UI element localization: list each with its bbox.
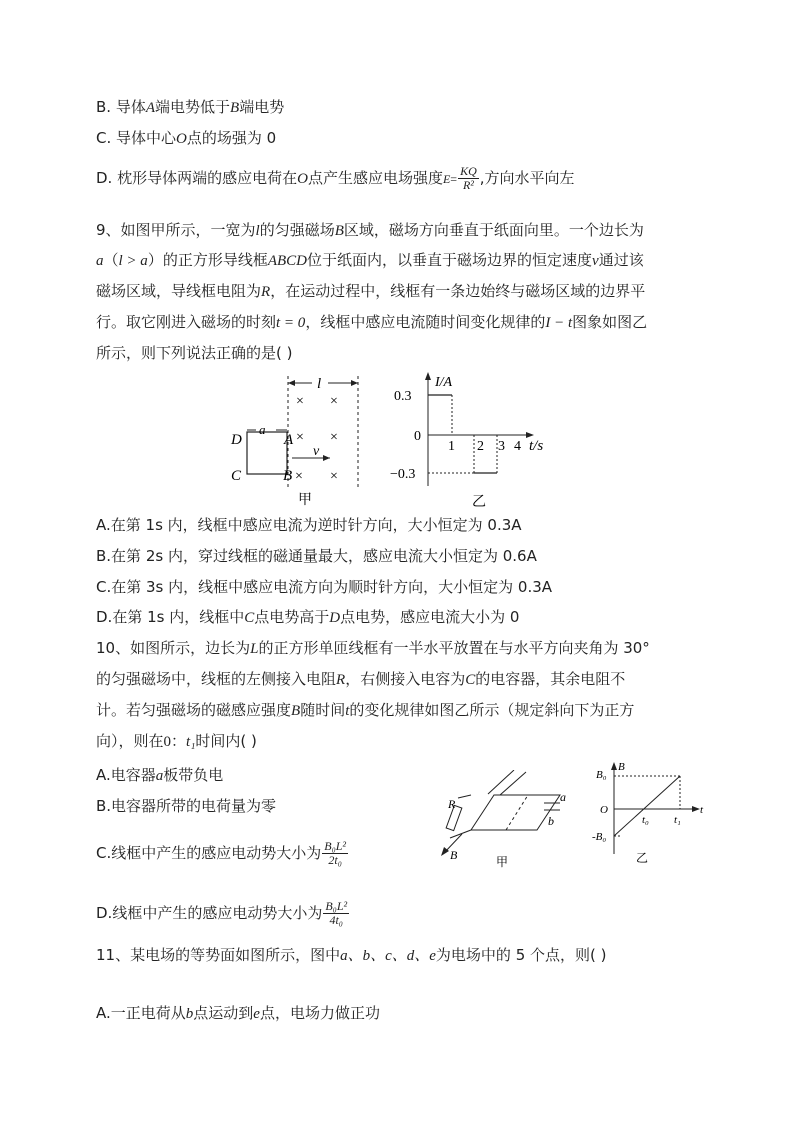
q10-option-c-fraction: $\frac{\text{B₀L²}}{\text{2t₀}}$ <box>324 839 347 867</box>
q9-stem-line-3: 磁场区域，导线框电阻为R，在运动过程中，线框有一条边始终与磁场区域的边界平 <box>96 282 646 300</box>
q10-stem-line-3: 计。若匀强磁场的磁感应强度B随时间t的变化规律如图乙所示（规定斜向下为正方 <box>96 701 635 719</box>
q9-stem-line-4: 行。取它刚进入磁场的时刻t = 0，线框中感应电流随时间变化规律的I − t图象如图乙 <box>96 313 648 331</box>
svg-text:×: × <box>296 430 304 445</box>
q8-option-c: C. 导体中心O点的场强为 0 <box>96 129 277 147</box>
q9-stem-line-1: 9、如图甲所示，一宽为l的匀强磁场B区域，磁场方向垂直于纸面向里。一个边长为 <box>96 221 644 239</box>
square-frame <box>247 432 287 474</box>
svg-text:B: B <box>618 761 625 773</box>
svg-text:B: B <box>450 848 458 862</box>
svg-text:−0.3: −0.3 <box>390 467 416 482</box>
q10-figure-b <box>592 756 712 868</box>
q8-option-b: B. 导体A端电势低于B端电势 <box>96 98 285 116</box>
q9-figure-a <box>220 372 370 512</box>
q10-option-b: B.电容器所带的电荷量为零 <box>96 797 277 815</box>
svg-text:B₀: B₀ <box>596 769 607 781</box>
q8-fraction: $\frac{KQ}{\text{R²}}$ <box>460 164 477 192</box>
svg-text:t: t <box>700 804 704 816</box>
q10-stem-line-4: 向），则在0：t₁时间内( ) <box>96 732 257 750</box>
q9-option-d: D.在第 1s 内，线框中C点电势高于D点电势，感应电流大小为 0 <box>96 608 520 626</box>
svg-text:0: 0 <box>414 429 421 444</box>
q10-option-a: A.电容器a板带负电 <box>96 766 224 784</box>
q11-stem: 11、某电场的等势面如图所示，图中a、b、c、d、e为电场中的 5 个点，则( ) <box>96 946 607 964</box>
svg-text:t₁: t₁ <box>674 814 681 826</box>
svg-text:1: 1 <box>448 439 455 454</box>
svg-text:v: v <box>313 444 320 459</box>
svg-text:t₀: t₀ <box>642 814 649 826</box>
svg-text:0.3: 0.3 <box>394 389 412 404</box>
label-l: l <box>317 376 322 392</box>
q10-option-d-fraction: $\frac{\text{B₀L²}}{\text{4t₀}}$ <box>325 899 348 927</box>
q8-option-d: D. 枕形导体两端的感应电荷在O点产生感应电场强度E= $\frac{KQ}{\text{R²}}$ ,方向水平向左 <box>96 164 575 192</box>
svg-text:甲: 甲 <box>298 493 312 508</box>
q10-stem-line-2: 的匀强磁场中，线框的左侧接入电阻R，右侧接入电容为C的电容器，其余电阻不 <box>96 670 626 688</box>
q10-option-d: D.线框中产生的感应电动势大小为 $\frac{\text{B₀L²}}{\text{4t₀}}$ <box>96 899 348 927</box>
svg-text:2: 2 <box>477 439 484 454</box>
svg-text:R: R <box>448 797 456 811</box>
svg-text:×: × <box>295 469 303 484</box>
svg-text:b: b <box>548 814 554 828</box>
svg-text:O: O <box>600 804 608 816</box>
q10-stem-line-1: 10、如图所示，边长为L的正方形单匝线框有一半水平放置在与水平方向夹角为 30° <box>96 639 650 657</box>
svg-text:t/s: t/s <box>529 438 544 454</box>
svg-text:D: D <box>231 432 242 448</box>
q9-option-b: B.在第 2s 内，穿过线框的磁通量最大，感应电流大小恒定为 0.6A <box>96 547 537 565</box>
svg-text:乙: 乙 <box>636 851 649 865</box>
svg-text:I/A: I/A <box>435 375 453 390</box>
svg-text:×: × <box>330 394 338 409</box>
svg-text:3: 3 <box>498 439 505 454</box>
svg-text:C: C <box>231 468 242 484</box>
svg-text:4: 4 <box>514 439 521 454</box>
svg-text:B: B <box>283 468 293 484</box>
svg-text:a: a <box>560 790 566 804</box>
svg-text:A: A <box>284 432 294 448</box>
svg-text:a: a <box>259 422 266 437</box>
svg-text:×: × <box>330 469 338 484</box>
q9-option-a: A.在第 1s 内，线框中感应电流为逆时针方向，大小恒定为 0.3A <box>96 516 522 534</box>
svg-text:×: × <box>330 430 338 445</box>
svg-text:乙: 乙 <box>472 495 486 510</box>
q9-stem-line-2: a（l > a）的正方形导线框ABCD位于纸面内，以垂直于磁场边界的恒定速度v通过该 <box>96 251 644 269</box>
svg-text:甲: 甲 <box>496 855 509 869</box>
q10-figure-a <box>436 770 576 870</box>
q9-stem-line-5: 所示，则下列说法正确的是( ) <box>96 344 293 362</box>
q9-option-c: C.在第 3s 内，线框中感应电流方向为顺时针方向，大小恒定为 0.3A <box>96 578 553 596</box>
q10-option-c: C.线框中产生的感应电动势大小为 $\frac{\text{B₀L²}}{\text{2t₀}}$ <box>96 839 347 867</box>
svg-text:-B₀: -B₀ <box>592 831 607 843</box>
q11-option-a: A.一正电荷从b点运动到e点，电场力做正功 <box>96 1004 380 1022</box>
svg-text:×: × <box>296 394 304 409</box>
q9-figure-b <box>390 366 560 512</box>
